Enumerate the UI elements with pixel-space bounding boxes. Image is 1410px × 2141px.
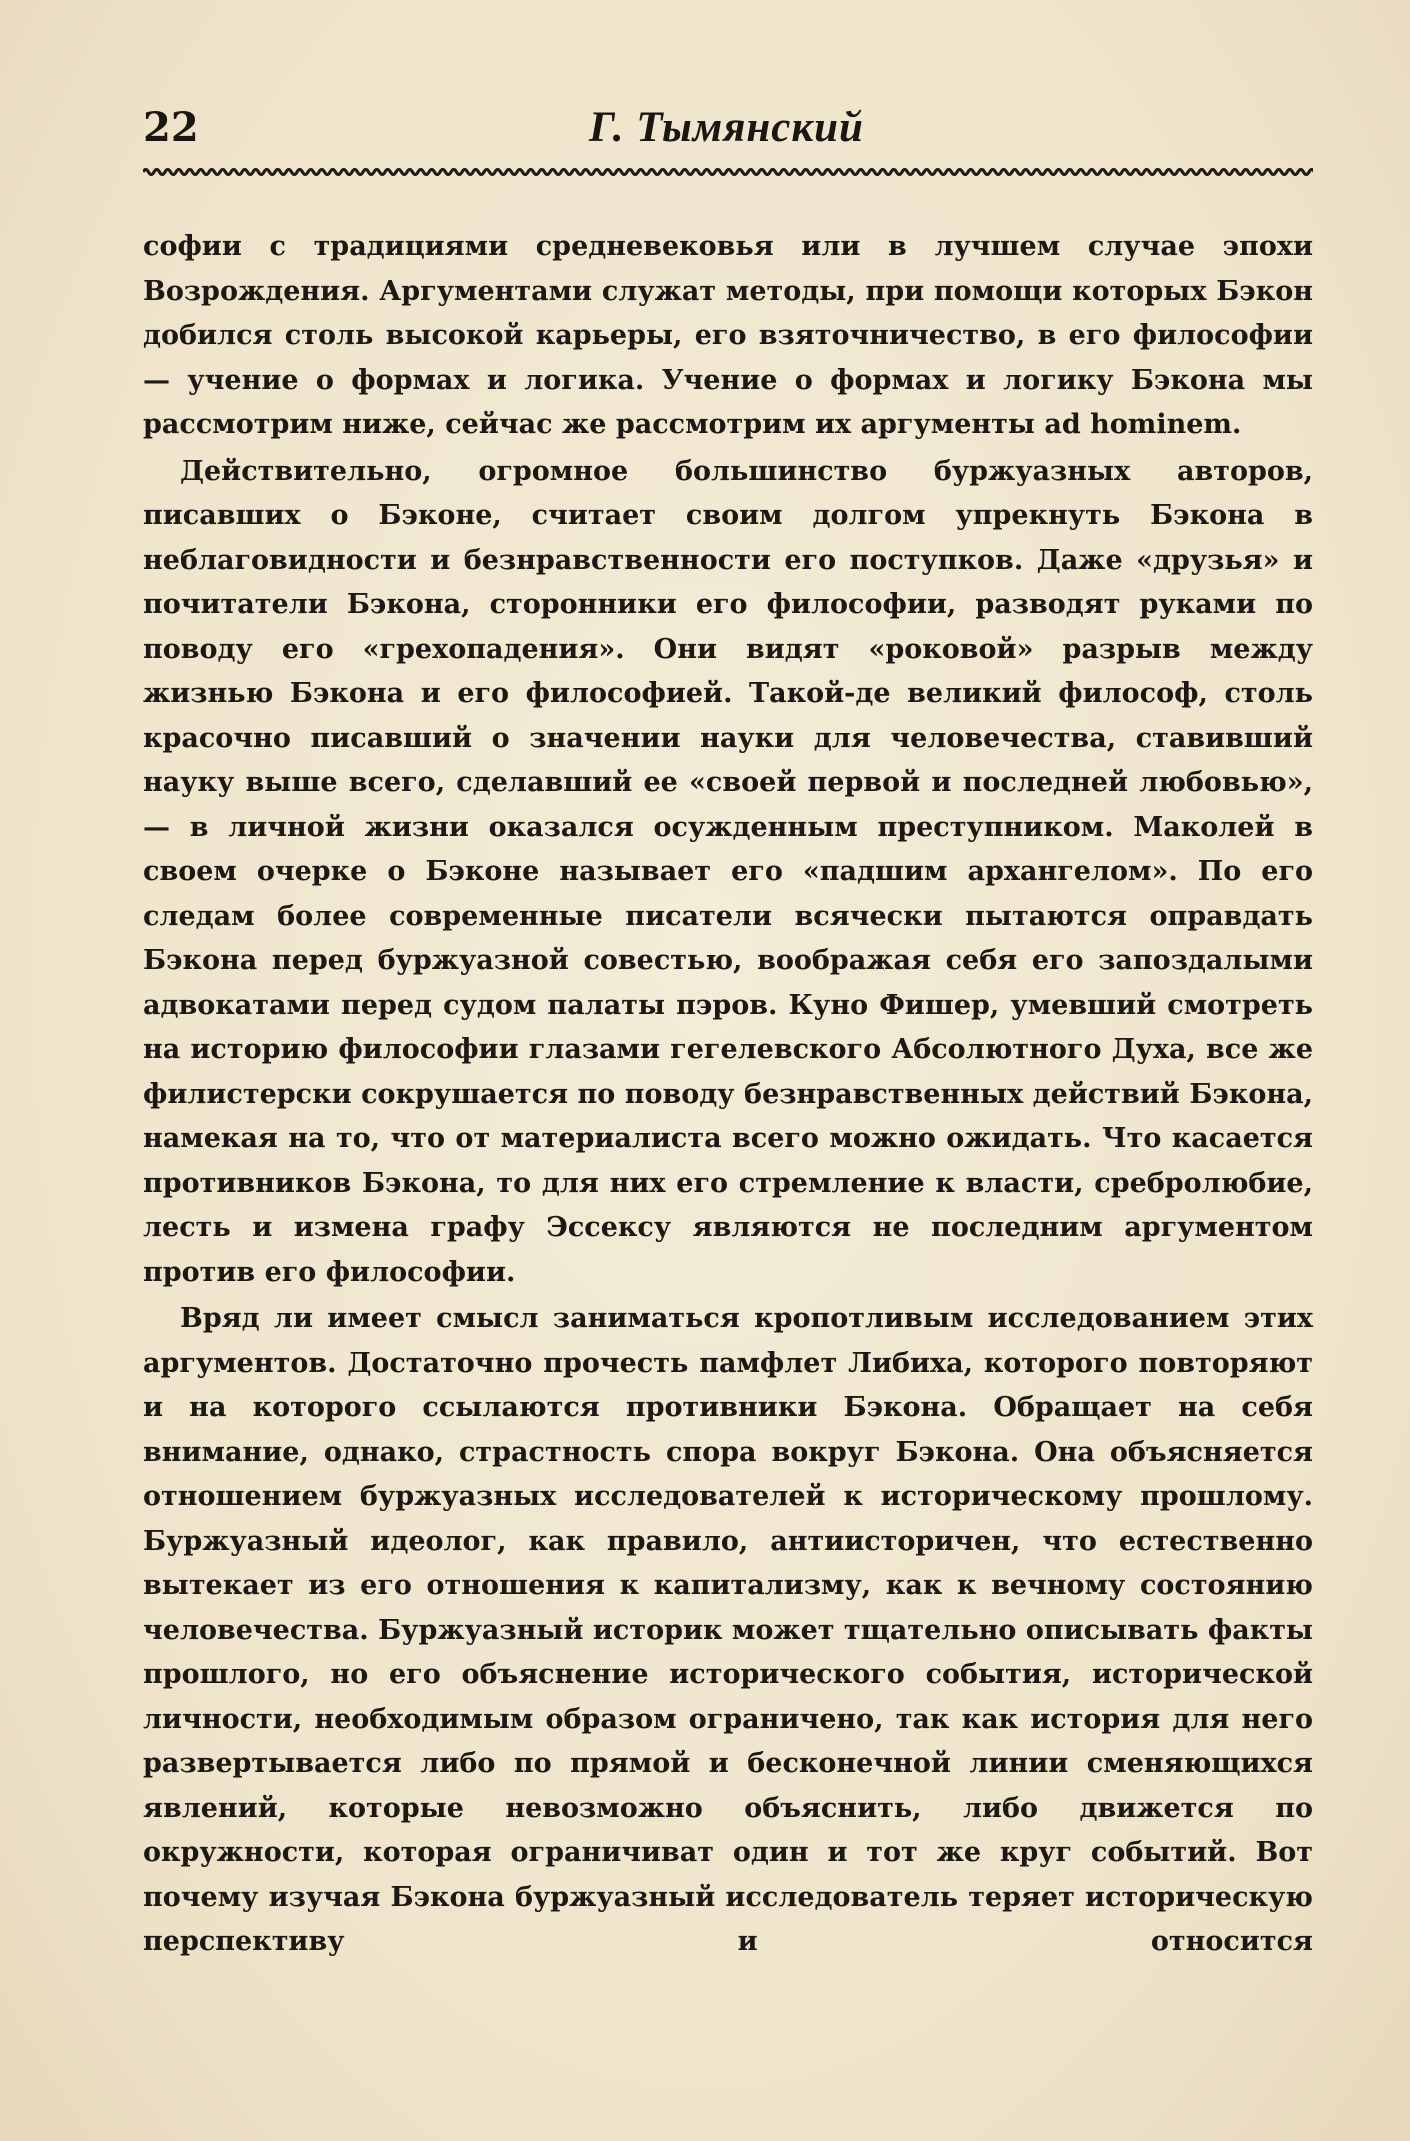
- paragraph-1: софии с традициями средневековья или в лучшем случае эпохи Возрождения. Аргументами служат методы, при помощи которых Бэкон добился столь высокой карьеры, его взяточничество, в его философии — учение о формах и логика. Учение о формах и логику Бэкона мы рассмотрим ниже, сейчас же рассмотрим их аргументы ad hominem.: [143, 231, 1313, 440]
- page-header: [143, 100, 1310, 160]
- body-text: [143, 225, 1313, 1965]
- paragraph-2: Действительно, огромное большинство буржуазных авторов, писавших о Бэконе, считает своим долгом упрекнуть Бэкона в неблаговидности и безнравственности его поступков. Даже «друзья» и почитатели Бэкона, сторонники его философии, разводят руками по поводу его «грехопадения». Они видят «роковой» разрыв между жизнью Бэкона и его философией. Такой-де великий философ, столь красочно писавший о значении науки для человечества, ставивший науку выше всего, сделавший ее «своей первой и последней любовью», — в личной жизни оказался осужденным преступником. Маколей в своем очерке о Бэконе называет его «падшим архангелом». По его следам более современные писатели всячески пытаются оправдать Бэкона перед буржуазной совестью, воображая себя его запоздалыми адвокатами перед судом палаты пэров. Куно Фишер, умевший смотреть на историю философии глазами гегелевского Абсолютного Духа, все же филистерски сокрушается по поводу безнравственных действий Бэкона, намекая на то, что от материалиста всего можно ожидать. Что касается противников Бэкона, то для них его стремление к власти, сребролюбие, лесть и измена графу Эссексу являются не последним аргументом против его философии.: [143, 455, 1313, 1288]
- paragraph-3: Вряд ли имеет смысл заниматься кропотливым исследованием этих аргументов. Достаточно прочесть памфлет Либиха, которого повторяют и на которого ссылаются противники Бэкона. Обращает на себя внимание, однако, страстность спора вокруг Бэкона. Она объясняется отношением буржуазных исследователей к историческому прошлому. Буржуазный идеолог, как правило, антиисторичен, что естественно вытекает из его отношения к капитализму, как к вечному состоянию человечества. Буржуазный историк может тщательно описывать факты прошлого, но его объяснение исторического события, исторической личности, необходимым образом ограничено, так как история для него развертывается либо по прямой и бесконечной линии сменяющихся явлений, которые невозможно объяснить, либо движется по окружности, которая ограничиват один и тот же круг событий. Вот почему изучая Бэкона буржуазный исследователь теряет историческую перспективу и относится: [143, 1303, 1313, 1957]
- running-title: Г. Тымянский: [589, 104, 864, 151]
- page-number: 22: [143, 104, 199, 151]
- decorative-wavy-rule: [143, 166, 1313, 178]
